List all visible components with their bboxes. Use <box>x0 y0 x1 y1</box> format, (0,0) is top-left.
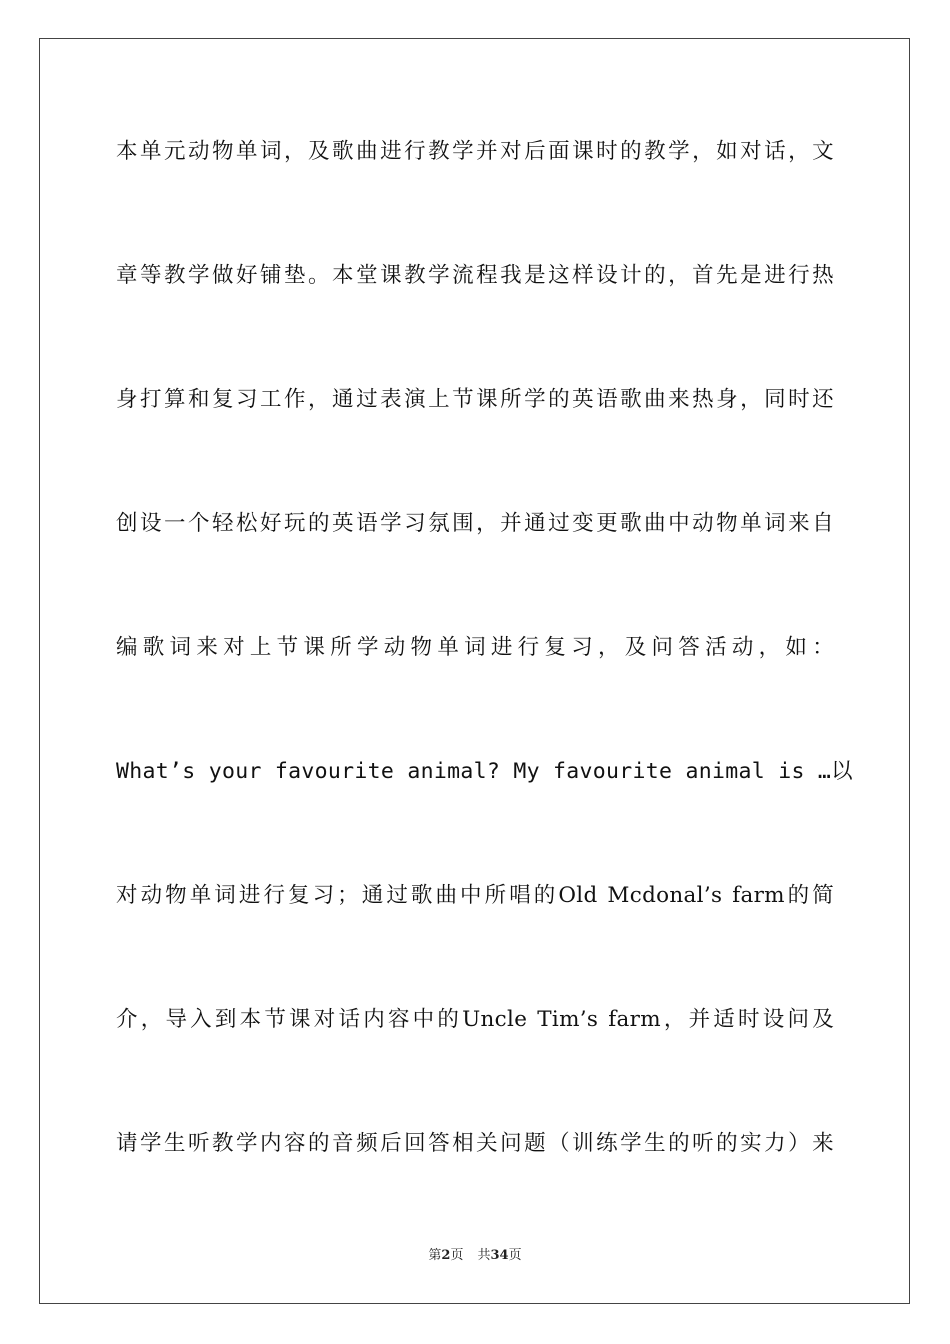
page-current-number: 2 <box>441 1248 451 1263</box>
page-border <box>39 38 910 1304</box>
body-text-line-3: 身打算和复习工作，通过表演上节课所学的英语歌曲来热身，同时还 <box>116 387 834 412</box>
total-prefix: 共 <box>477 1248 491 1263</box>
body-text-line-2: 章等教学做好铺垫。本堂课教学流程我是这样设计的，首先是进行热 <box>116 263 834 288</box>
body-text-line-6: What’s your favourite animal? My favourite animal is …以 <box>116 759 853 784</box>
page-suffix: 页 <box>450 1248 464 1263</box>
body-text-line-5: 编歌词来对上节课所学动物单词进行复习，及问答活动，如： <box>116 635 834 660</box>
page-prefix: 第 <box>428 1248 442 1263</box>
page-total-number: 34 <box>490 1248 509 1263</box>
body-text-line-7: 对动物单词进行复习；通过歌曲中所唱的Old Mcdonal’s farm的简 <box>116 883 834 908</box>
page-footer <box>0 1246 950 1266</box>
body-text-line-4: 创设一个轻松好玩的英语学习氛围，并通过变更歌曲中动物单词来自 <box>116 511 834 536</box>
total-suffix: 页 <box>508 1248 522 1263</box>
body-text-line-8: 介，导入到本节课对话内容中的Uncle Tim’s farm，并适时设问及 <box>116 1007 834 1032</box>
body-text-line-9: 请学生听教学内容的音频后回答相关问题（训练学生的听的实力）来 <box>116 1131 834 1156</box>
body-text-line-1: 本单元动物单词，及歌曲进行教学并对后面课时的教学，如对话，文 <box>116 139 834 164</box>
